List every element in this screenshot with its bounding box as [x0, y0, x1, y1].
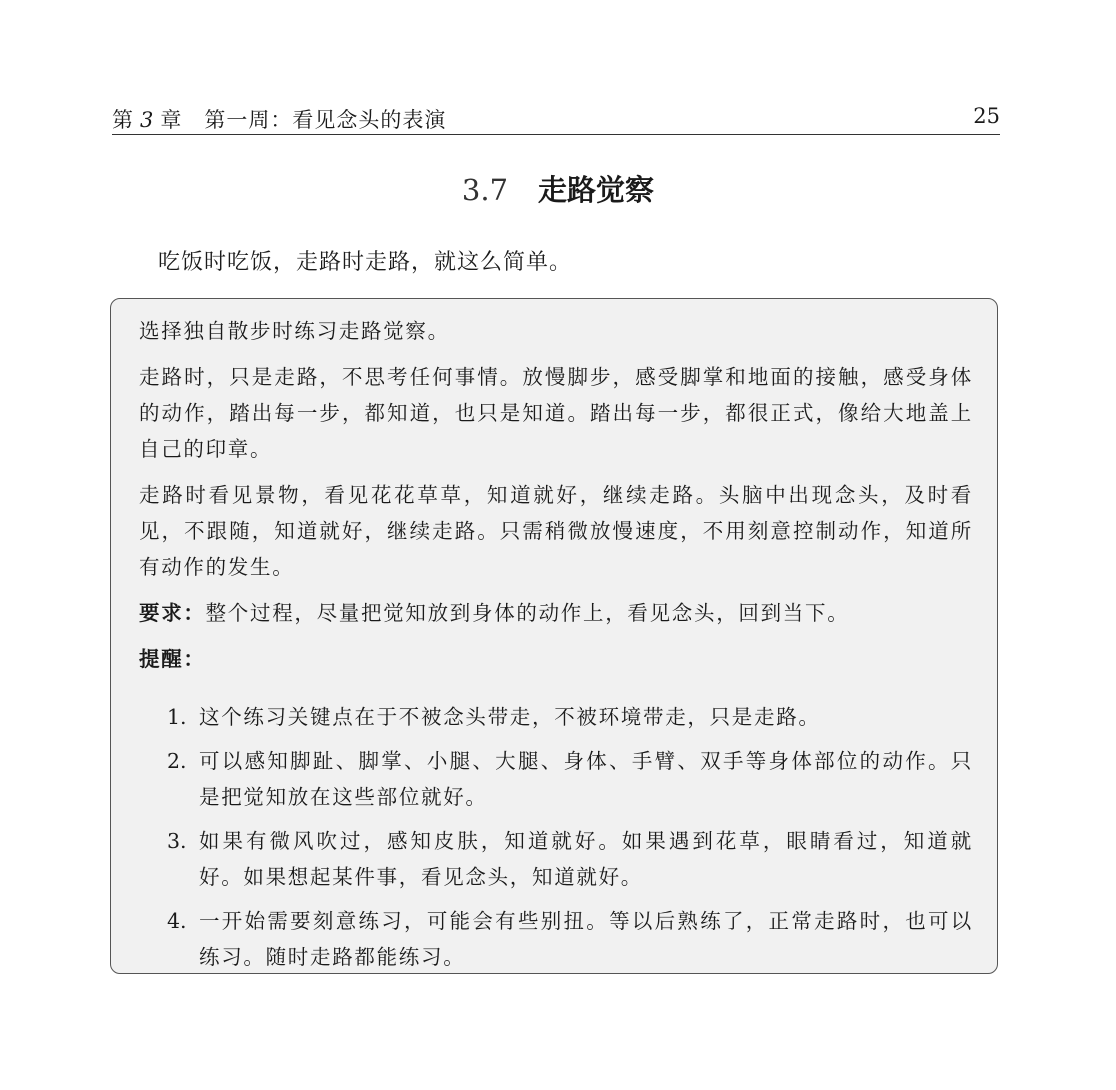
exercise-box	[110, 298, 998, 974]
section-title: 走路觉察	[538, 173, 655, 207]
chapter-heading	[112, 104, 446, 134]
list-item-text: 一开始需要刻意练习，可能会有些别扭。等以后熟练了，正常走路时，也可以练习。随时走路都能练习。	[199, 909, 973, 969]
requirement-label: 要求：	[139, 601, 206, 625]
list-item-number: 3.	[167, 829, 187, 853]
list-item-text: 这个练习关键点在于不被念头带走，不被环境带走，只是走路。	[199, 705, 821, 729]
list-item	[139, 903, 973, 975]
chapter-suffix: 章	[160, 108, 183, 132]
reminder-heading	[139, 641, 973, 677]
chapter-number: 3	[140, 108, 155, 132]
running-header	[112, 100, 1000, 135]
list-item-number: 4.	[167, 909, 187, 933]
requirement-text: 整个过程，尽量把觉知放到身体的动作上，看见念头，回到当下。	[205, 601, 850, 625]
intro-line: 吃饭时吃饭，走路时走路，就这么简单。	[158, 250, 573, 275]
list-item-text: 可以感知脚趾、脚掌、小腿、大腿、身体、手臂、双手等身体部位的动作。只是把觉知放在这些部位就好。	[199, 749, 973, 809]
list-item-number: 1.	[167, 705, 187, 729]
list-item-number: 2.	[167, 749, 187, 773]
exercise-content	[139, 313, 973, 983]
chapter-title: 第一周：看见念头的表演	[204, 108, 447, 132]
page-number: 25	[973, 104, 1000, 128]
section-heading	[0, 168, 1116, 209]
paragraph: 选择独自散步时练习走路觉察。	[139, 319, 450, 343]
list-item	[139, 823, 973, 895]
section-number: 3.7	[461, 173, 509, 207]
list-item	[139, 743, 973, 815]
reminder-label: 提醒：	[139, 647, 206, 671]
paragraph: 走路时看见景物，看见花花草草，知道就好，继续走路。头脑中出现念头，及时看见，不跟随，知道就好，继续走路。只需稍微放慢速度，不用刻意控制动作，知道所有动作的发生。	[139, 483, 973, 579]
paragraph: 走路时，只是走路，不思考任何事情。放慢脚步，感受脚掌和地面的接触，感受身体的动作，踏出每一步，都知道，也只是知道。踏出每一步，都很正式，像给大地盖上自己的印章。	[139, 365, 973, 461]
requirement	[139, 595, 973, 631]
list-item-text: 如果有微风吹过，感知皮肤，知道就好。如果遇到花草，眼睛看过，知道就好。如果想起某件事，看见念头，知道就好。	[199, 829, 973, 889]
reminder-list	[139, 699, 973, 975]
list-item	[139, 699, 973, 735]
chapter-prefix: 第	[112, 108, 134, 132]
